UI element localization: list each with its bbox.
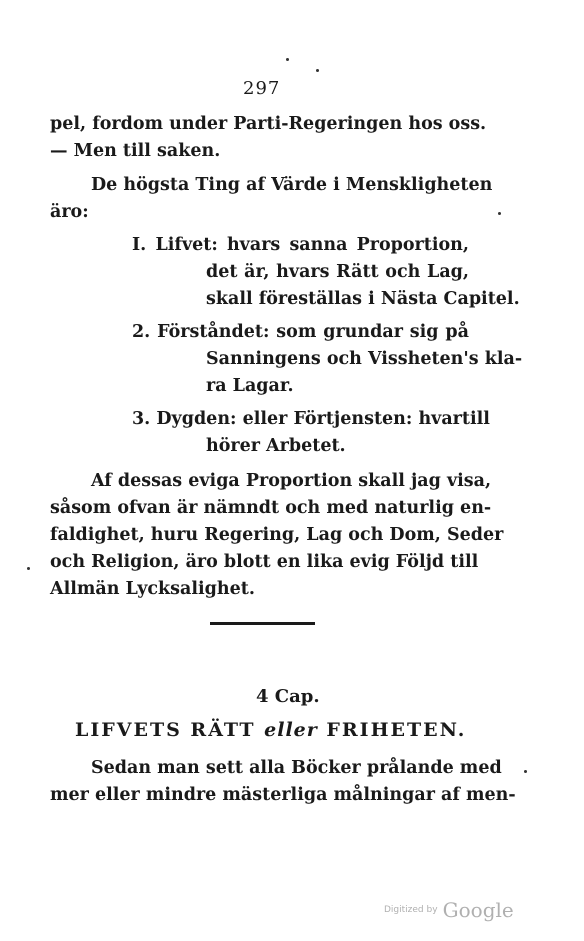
- chapter-title: LIFVETS RÄTT eller FRIHETEN.: [75, 719, 467, 741]
- text-line: det är, hvars Rätt och Lag,: [206, 262, 469, 282]
- section-divider: [210, 622, 315, 625]
- text-line: Allmän Lycksalighet.: [50, 579, 255, 599]
- text-line: Af dessas eviga Proportion skall jag visa,: [91, 471, 492, 491]
- text-line: mer eller mindre mästerliga målningar af men-: [50, 785, 516, 805]
- page-number: 297: [243, 78, 281, 99]
- scan-speck: [524, 770, 527, 773]
- text-line: såsom ofvan är nämndt och med naturlig en-: [50, 498, 492, 518]
- text-line: och Religion, äro blott en lika evig Följd till: [50, 552, 479, 572]
- text-line: skall föreställas i Nästa Capitel.: [206, 289, 520, 309]
- text-line: Sanningens och Vissheten's kla-: [206, 349, 523, 369]
- text-line: — Men till saken.: [50, 141, 221, 161]
- text-line: ra Lagar.: [206, 376, 294, 396]
- list-item-1: I. Lifvet: hvars sanna Proportion,: [132, 235, 469, 255]
- scan-speck: [27, 567, 30, 570]
- digitized-watermark: Digitized by Google: [384, 898, 514, 922]
- scan-speck: [286, 58, 289, 61]
- list-item-3: 3. Dygden: eller Förtjensten: hvartill: [132, 409, 490, 429]
- scan-speck: [316, 69, 319, 72]
- text-line: hörer Arbetet.: [206, 436, 346, 456]
- list-item-2: 2. Förståndet: som grundar sig på: [132, 322, 469, 342]
- text-line: Sedan man sett alla Böcker prålande med: [91, 758, 502, 778]
- text-line: faldighet, huru Regering, Lag och Dom, Seder: [50, 525, 504, 545]
- text-line: De högsta Ting af Värde i Menskligheten: [91, 175, 493, 195]
- text-line: äro:: [50, 202, 89, 222]
- text-line: pel, fordom under Parti-Regeringen hos oss.: [50, 114, 487, 134]
- chapter-number: 4 Cap.: [256, 686, 320, 707]
- scan-speck: [498, 212, 501, 215]
